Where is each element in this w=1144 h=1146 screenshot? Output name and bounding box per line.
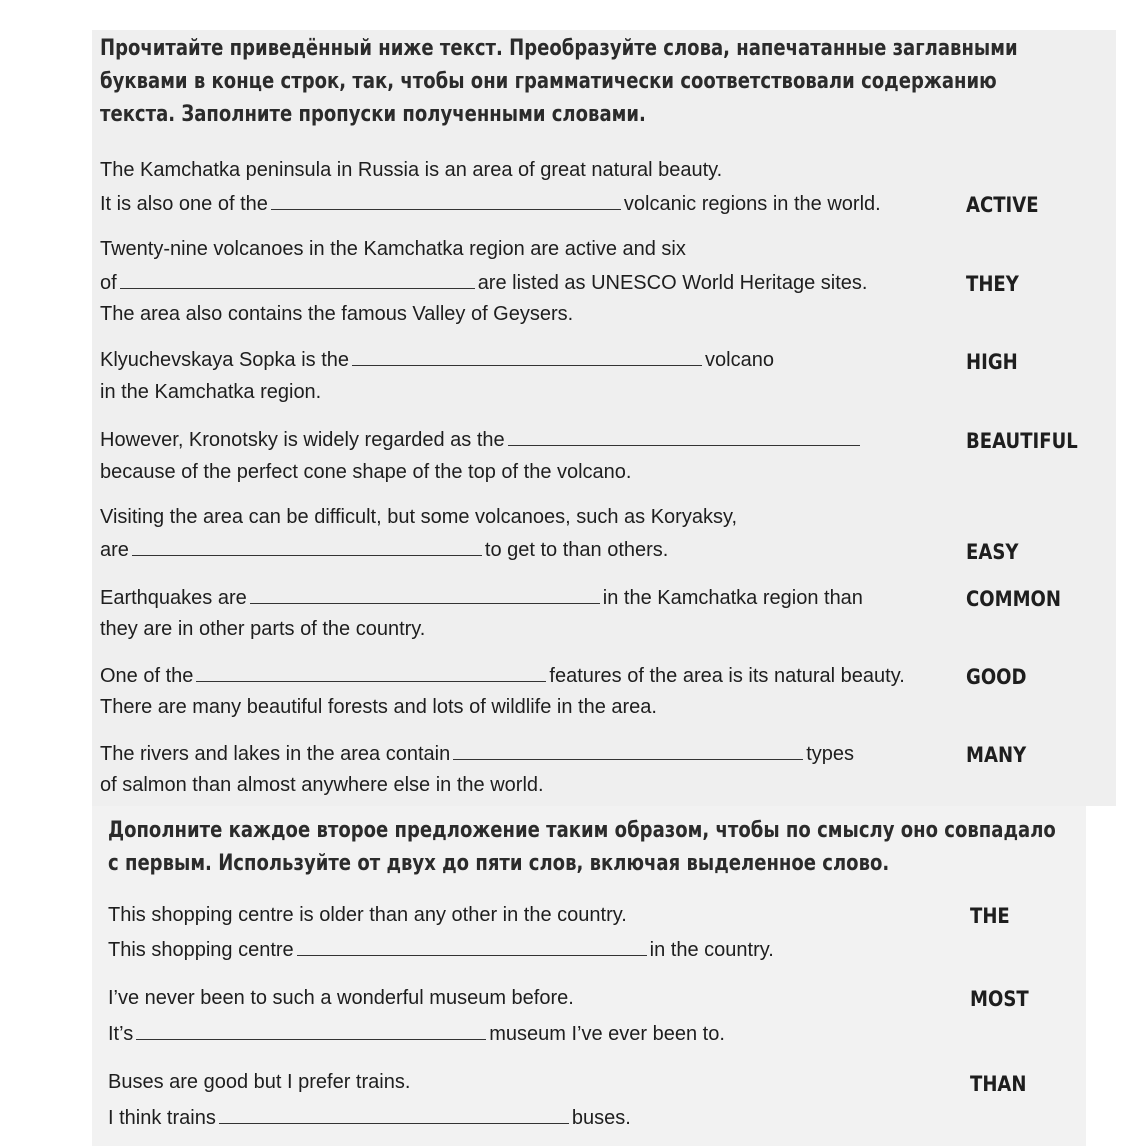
item-3-keyword: HIGH — [966, 350, 1018, 374]
item-3-tail: in the Kamchatka region. — [100, 381, 322, 403]
item-2-sentence — [100, 271, 867, 295]
item-1-keyword: ACTIVE — [966, 193, 1039, 217]
task-1-keyword: THE — [970, 904, 1010, 928]
instruction-line-1: Прочитайте приведённый ниже текст. Преобразуйте слова, напечатанные заглавными — [100, 36, 1018, 61]
item-6-tail: they are in other parts of the country. — [100, 618, 426, 640]
task-2-keyword: MOST — [970, 987, 1029, 1011]
task-2-after: museum I’ve ever been to. — [489, 1023, 725, 1045]
instruction-line-3: текста. Заполните пропуски полученными словами. — [100, 102, 646, 127]
exercise-panel-word-formation — [92, 30, 1116, 806]
item-1-sentence — [100, 192, 881, 216]
item-8-keyword: MANY — [966, 743, 1027, 767]
item-2-blank[interactable] — [120, 272, 475, 289]
item-5-intro: Visiting the area can be difficult, but some volcanoes, such as Koryaksy, — [100, 506, 738, 528]
item-3-sentence — [100, 348, 774, 372]
item-4-tail: because of the perfect cone shape of the top of the volcano. — [100, 461, 632, 483]
item-8-before: The rivers and lakes in the area contain — [100, 743, 451, 765]
item-8-sentence — [100, 742, 854, 766]
item-2-after: are listed as UNESCO World Heritage sites. — [477, 272, 868, 294]
item-7-keyword: GOOD — [966, 665, 1027, 689]
item-7-blank[interactable] — [196, 665, 546, 682]
item-6-before: Earthquakes are — [100, 587, 247, 609]
item-3-before: Klyuchevskaya Sopka is the — [100, 349, 350, 371]
task-2-second — [108, 1022, 725, 1046]
item-2-tail: The area also contains the famous Valley of Geysers. — [100, 303, 574, 325]
item-6-blank[interactable] — [250, 587, 600, 604]
task-2-blank[interactable] — [136, 1023, 486, 1040]
item-6-sentence — [100, 586, 863, 610]
item-4-sentence — [100, 428, 863, 452]
task-3-before: I think trains — [108, 1107, 216, 1129]
item-1-before: It is also one of the — [100, 193, 268, 215]
task-1-second — [108, 938, 774, 962]
item-3-after: volcano — [705, 349, 774, 371]
item-1-blank[interactable] — [271, 193, 621, 210]
item-6-keyword: COMMON — [966, 587, 1062, 611]
item-4-before: However, Kronotsky is widely regarded as the — [100, 429, 505, 451]
item-7-after: features of the area is its natural beauty. — [549, 665, 905, 687]
item-8-after: types — [806, 743, 855, 765]
instruction2-line-1: Дополните каждое второе предложение таким образом, чтобы по смыслу оно совпадало — [108, 818, 1056, 843]
item-1-after: volcanic regions in the world. — [623, 193, 881, 215]
item-5-after: to get to than others. — [484, 539, 669, 561]
item-5-keyword: EASY — [966, 540, 1019, 564]
item-1-intro: The Kamchatka peninsula in Russia is an area of great natural beauty. — [100, 159, 723, 181]
item-2-before: of — [100, 272, 117, 294]
item-7-tail: There are many beautiful forests and lots of wildlife in the area. — [100, 696, 657, 718]
instruction-line-2: буквами в конце строк, так, чтобы они грамматически соответствовали содержанию — [100, 69, 997, 94]
task-2-before: It’s — [108, 1023, 134, 1045]
item-7-before: One of the — [100, 665, 194, 687]
item-5-blank[interactable] — [132, 539, 482, 556]
item-3-blank[interactable] — [352, 349, 702, 366]
task-2-first: I’ve never been to such a wonderful museum before. — [108, 987, 574, 1009]
task-3-second — [108, 1106, 631, 1130]
item-4-keyword: BEAUTIFUL — [966, 429, 1078, 453]
item-6-after: in the Kamchatka region than — [602, 587, 863, 609]
task-1-before: This shopping centre — [108, 939, 294, 961]
instruction2-line-2: с первым. Используйте от двух до пяти слов, включая выделенное слово. — [108, 851, 890, 876]
item-2-keyword: THEY — [966, 272, 1019, 296]
item-4-blank[interactable] — [508, 429, 860, 446]
item-8-blank[interactable] — [453, 743, 803, 760]
task-3-blank[interactable] — [219, 1107, 569, 1124]
item-7-sentence — [100, 664, 905, 688]
item-5-sentence — [100, 538, 668, 562]
item-5-before: are — [100, 539, 129, 561]
task-3-after: buses. — [571, 1107, 631, 1129]
item-2-intro: Twenty-nine volcanoes in the Kamchatka region are active and six — [100, 238, 686, 260]
task-1-blank[interactable] — [297, 939, 647, 956]
item-8-tail: of salmon than almost anywhere else in the world. — [100, 774, 544, 796]
task-1-after: in the country. — [649, 939, 774, 961]
task-1-first: This shopping centre is older than any other in the country. — [108, 904, 627, 926]
task-3-keyword: THAN — [970, 1072, 1027, 1096]
task-3-first: Buses are good but I prefer trains. — [108, 1071, 411, 1093]
